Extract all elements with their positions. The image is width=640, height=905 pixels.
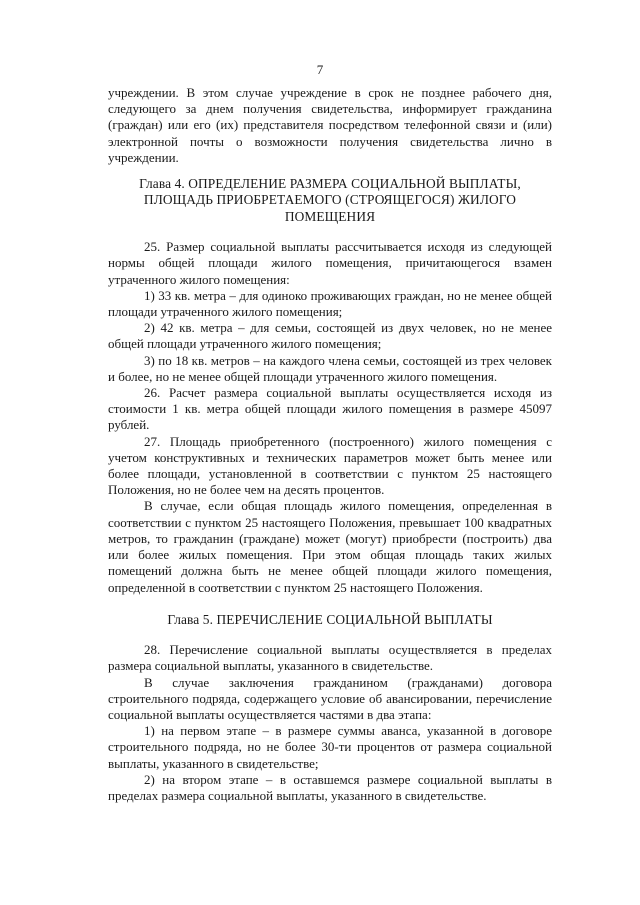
paragraph-27: 27. Площадь приобретенного (построенного) жилого помещения с учетом конструктивных и технических параметров может быть менее или более площади, установленной в соответствии с пунктом 25 настоящего Положения, но не более чем на десять процентов. — [108, 433, 552, 498]
document-body — [108, 85, 552, 804]
chapter-5-heading: Глава 5. ПЕРЕЧИСЛЕНИЕ СОЦИАЛЬНОЙ ВЫПЛАТЫ — [167, 611, 493, 627]
paragraph-25-item-1: 1) 33 кв. метра – для одиноко проживающих граждан, но не менее общей площади утраченного жилого помещения; — [108, 287, 552, 320]
page-number: 7 — [316, 62, 324, 77]
paragraph-28-advance: В случае заключения гражданином (гражданами) договора строительного подряда, содержащего условие об авансировании, перечисление социальной выплаты осуществляется частями в два этапа: — [108, 674, 552, 722]
chapter-4-heading: Глава 4. ОПРЕДЕЛЕНИЕ РАЗМЕРА СОЦИАЛЬНОЙ ВЫПЛАТЫ, ПЛОЩАДЬ ПРИОБРЕТАЕМОГО (СТРОЯЩЕГОСЯ) ЖИЛОГО ПОМЕЩЕНИЯ — [139, 176, 521, 224]
paragraph-28: 28. Перечисление социальной выплаты осуществляется в пределах размера социальной выплаты, указанного в свидетельстве. — [108, 642, 552, 674]
paragraph-25: 25. Размер социальной выплаты рассчитывается исходя из следующей нормы общей площади жилого помещения, причитающегося взамен утраченного жилого помещения: — [108, 239, 552, 287]
paragraph-continuation: учреждении. В этом случае учреждение в срок не позднее рабочего дня, следующего за днем получения свидетельства, информирует гражданина (граждан) или его (их) представителя посредством телефонной связи и (или) электронной почты о возможности получения свидетельства лично в учреждении. — [108, 85, 552, 165]
paragraph-26: 26. Расчет размера социальной выплаты осуществляется исходя из стоимости 1 кв. метра общей площади жилого помещения в размере 45097 рублей. — [108, 385, 552, 433]
paragraph-28-stage-1: 1) на первом этапе – в размере суммы аванса, указанной в договоре строительного подряда, но не более 30-ти процентов от размера социальной выплаты, указанного в свидетельстве; — [108, 723, 552, 771]
paragraph-28-stage-2: 2) на втором этапе – в оставшемся размере социальной выплаты в пределах размера социальной выплаты, указанного в свидетельстве. — [108, 771, 552, 803]
paragraph-25-item-2: 2) 42 кв. метра – для семьи, состоящей из двух человек, но не менее общей площади утраченного жилого помещения; — [108, 320, 552, 352]
paragraph-27-case: В случае, если общая площадь жилого помещения, определенная в соответствии с пунктом 25 настоящего Положения, превышает 100 квадратных метров, то гражданин (граждане) может (могут) приобрести (построить) два или более жилых помещения. При этом общая площадь таких жилых помещений должна быть не менее общей площади жилого помещения, определенной в соответствии с пунктом 25 настоящего Положения. — [108, 498, 552, 595]
paragraph-25-item-3: 3) по 18 кв. метров – на каждого члена семьи, состоящей из трех человек и более, но не менее общей площади утраченного жилого помещения. — [108, 352, 552, 384]
